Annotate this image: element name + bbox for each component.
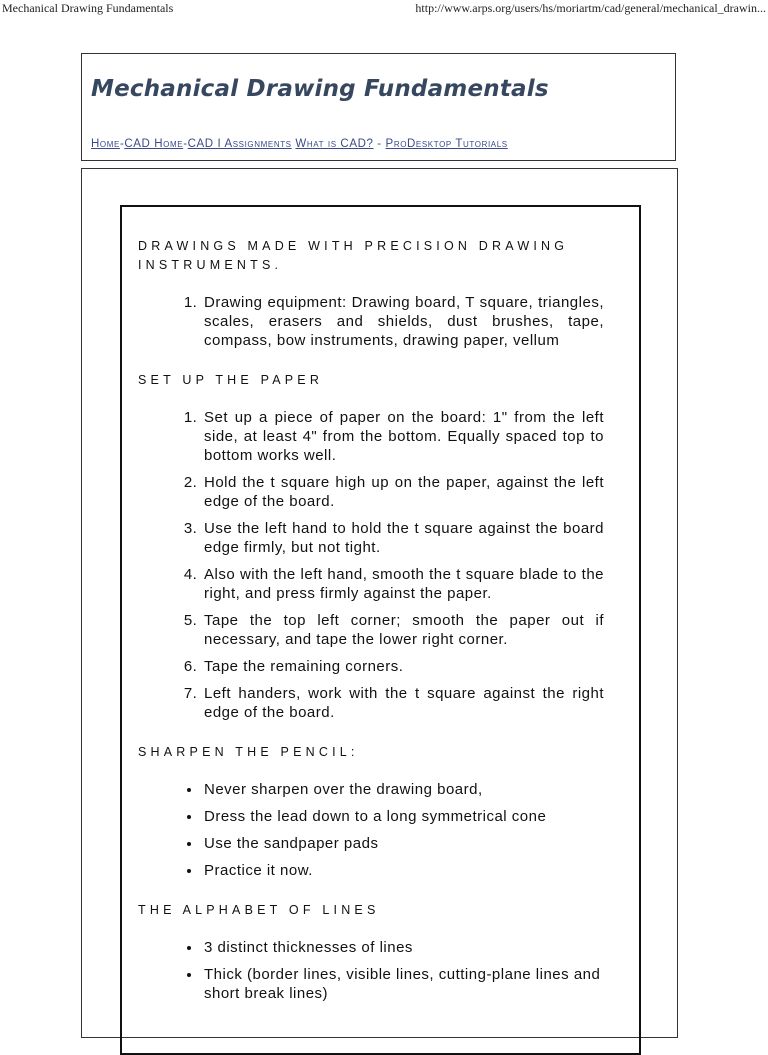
nav-separator: - (119, 138, 125, 150)
list-item: 1. Set up a piece of paper on the board: 1" from the left side, at least 4" from the bottom. Equally spaced top to bottom works well. (202, 408, 604, 465)
nav-link-cad1-assignments[interactable]: CAD I Assignments (187, 138, 292, 150)
section-heading-setup-paper: SET UP THE PAPER (138, 373, 324, 387)
page-title: Mechanical Drawing Fundamentals (91, 76, 549, 102)
section-heading-instruments: DRAWINGS MADE WITH PRECISION DRAWING INSTRUMENTS. (138, 239, 569, 272)
nav-link-home[interactable]: Home (91, 138, 120, 150)
nav-separator: - (373, 138, 386, 150)
nav-link-what-is-cad[interactable]: What is CAD? (295, 138, 374, 150)
title-panel (81, 53, 676, 161)
content-frame (120, 205, 641, 1055)
instruments-list (138, 293, 604, 350)
list-item: • Never sharpen over the drawing board, (202, 780, 604, 799)
list-item: 2. Hold the t square high up on the paper, against the left edge of the board. (202, 473, 604, 511)
section-heading-alphabet-of-lines: THE ALPHABET OF LINES (138, 903, 380, 917)
content-panel (81, 168, 678, 1038)
list-item: 3. Use the left hand to hold the t square against the board edge firmly, but not tight. (202, 519, 604, 557)
list-item: • Use the sandpaper pads (202, 834, 604, 853)
print-header (0, 0, 768, 20)
alphabet-of-lines-list (138, 938, 604, 1003)
list-item: 5. Tape the top left corner; smooth the paper out if necessary, and tape the lower right corner. (202, 611, 604, 649)
list-item: 7. Left handers, work with the t square against the right edge of the board. (202, 684, 604, 722)
print-header-url: http://www.arps.org/users/hs/moriartm/cad/general/mechanical_drawin... (415, 1, 766, 15)
nav-separator: - (183, 138, 188, 150)
print-header-title: Mechanical Drawing Fundamentals (2, 1, 174, 15)
section-heading-sharpen-pencil: SHARPEN THE PENCIL: (138, 745, 359, 759)
list-item: 4. Also with the left hand, smooth the t square blade to the right, and press firmly against the paper. (202, 565, 604, 603)
list-item: • Practice it now. (202, 861, 604, 880)
list-item: • 3 distinct thicknesses of lines (202, 938, 604, 957)
list-item: • Dress the lead down to a long symmetrical cone (202, 807, 604, 826)
article-body (138, 237, 604, 1024)
setup-paper-list (138, 408, 604, 722)
list-item: 1. Drawing equipment: Drawing board, T square, triangles, scales, erasers and shields, dust brushes, tape, compass, bow instruments, drawing paper, vellum (202, 293, 604, 350)
sharpen-pencil-list (138, 780, 604, 880)
list-item: 6. Tape the remaining corners. (202, 657, 604, 676)
nav-bar (91, 138, 508, 150)
nav-link-cad-home[interactable]: CAD Home (124, 138, 184, 150)
list-item: • Thick (border lines, visible lines, cutting-plane lines and short break lines) (202, 965, 604, 1003)
nav-link-prodesktop-tutorials[interactable]: ProDesktop Tutorials (385, 138, 508, 150)
